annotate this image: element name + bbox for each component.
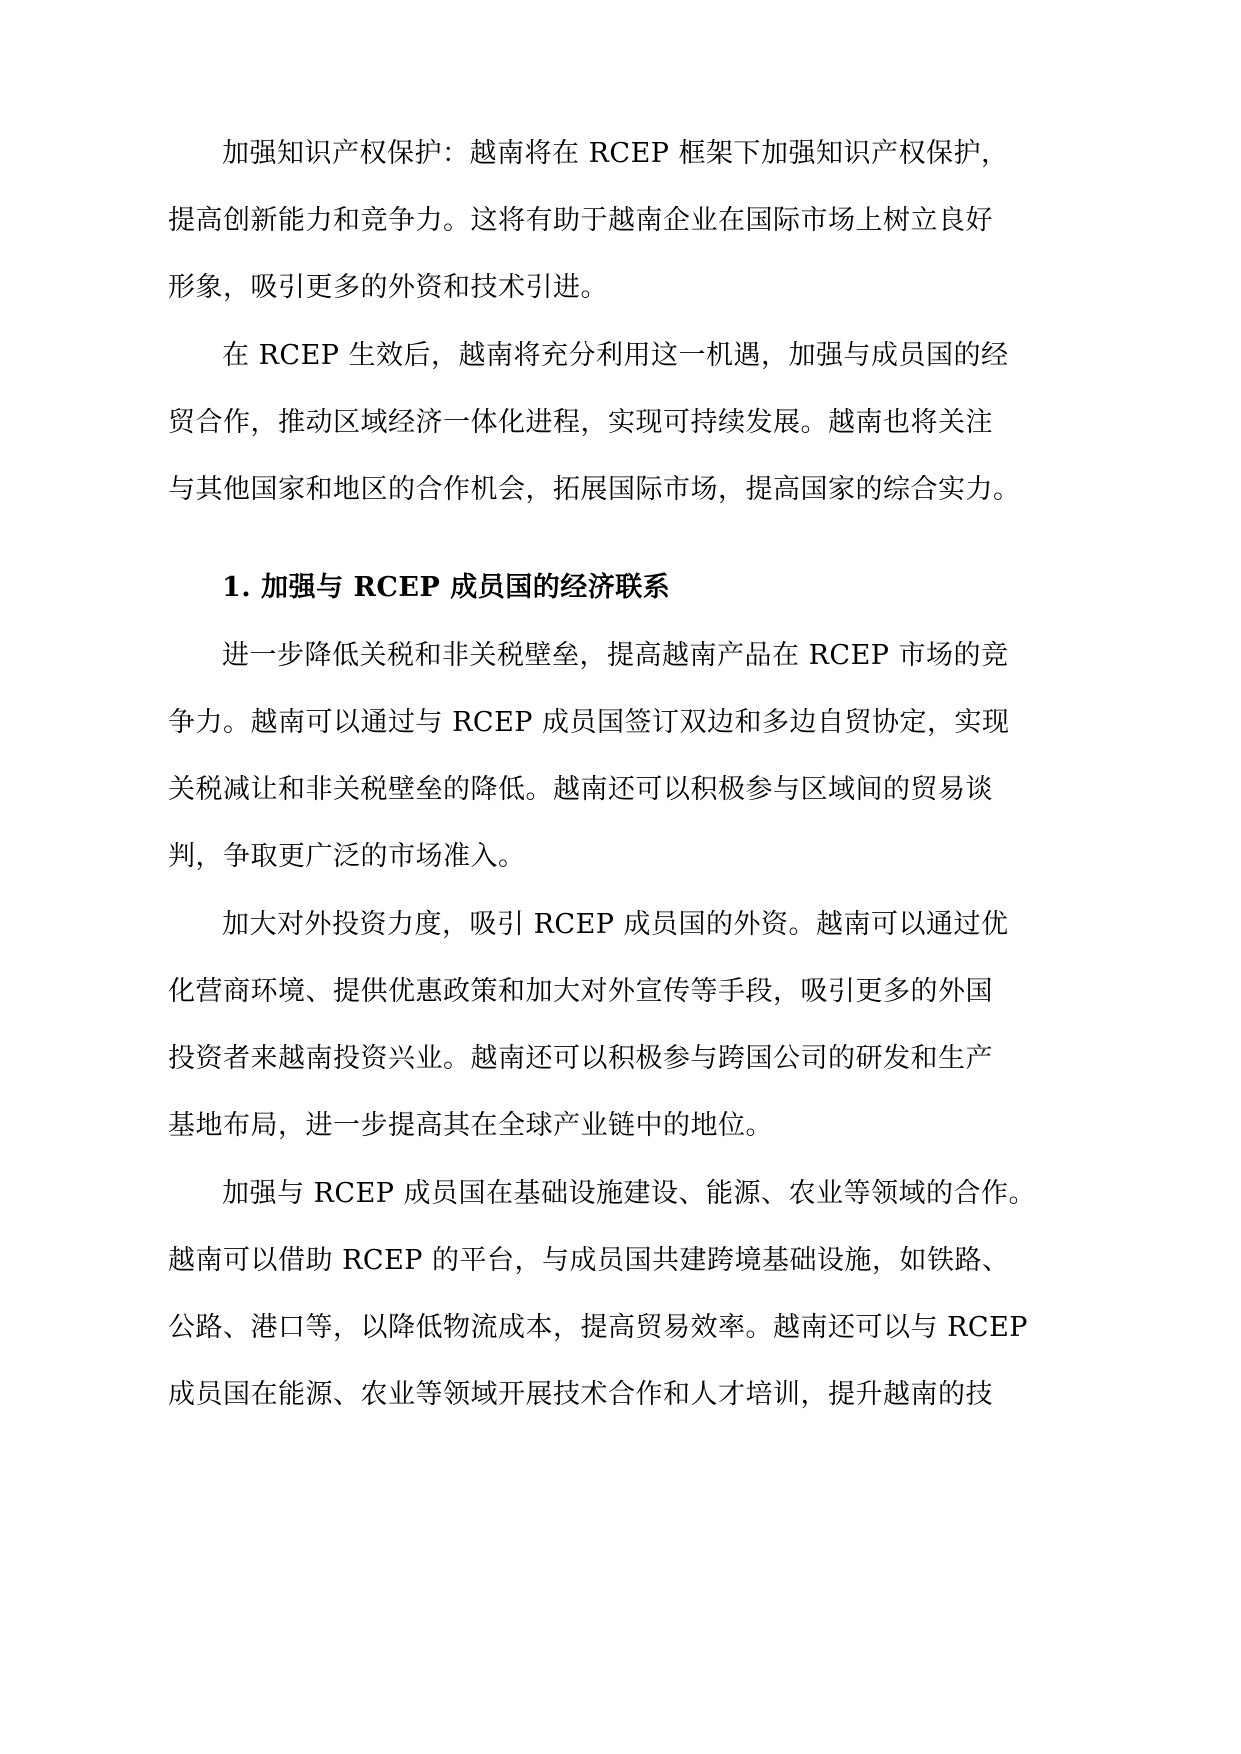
paragraph-4-line-2: 化营商环境、提供优惠政策和加大对外宣传等手段，吸引更多的外国 [168,976,993,1007]
paragraph-5-line-4: 成员国在能源、农业等领域开展技术合作和人才培训，提升越南的技 [168,1379,993,1410]
paragraph-5-line-2: 越南可以借助 RCEP 的平台，与成员国共建跨境基础设施，如铁路、 [168,1245,1010,1276]
paragraph-5-line-3: 公路、港口等，以降低物流成本，提高贸易效率。越南还可以与 RCEP [168,1312,1028,1343]
paragraph-1-line-1: 加强知识产权保护：越南将在 RCEP 框架下加强知识产权保护， [222,138,1009,169]
paragraph-3-line-2: 争力。越南可以通过与 RCEP 成员国签订双边和多边自贸协定，实现 [168,707,1010,738]
paragraph-1-line-3: 形象，吸引更多的外资和技术引进。 [168,272,608,303]
paragraph-3-line-1: 进一步降低关税和非关税壁垒，提高越南产品在 RCEP 市场的竞 [222,640,1009,671]
section-heading: 1. 加强与 RCEP 成员国的经济联系 [222,572,671,603]
paragraph-4-line-1: 加大对外投资力度，吸引 RCEP 成员国的外资。越南可以通过优 [222,909,1009,940]
paragraph-3-line-3: 关税减让和非关税壁垒的降低。越南还可以积极参与区域间的贸易谈 [168,774,993,805]
paragraph-4-line-4: 基地布局，进一步提高其在全球产业链中的地位。 [168,1110,773,1141]
paragraph-2-line-1: 在 RCEP 生效后，越南将充分利用这一机遇，加强与成员国的经 [222,340,1009,371]
paragraph-4-line-3: 投资者来越南投资兴业。越南还可以积极参与跨国公司的研发和生产 [168,1043,993,1074]
paragraph-2-line-3: 与其他国家和地区的合作机会，拓展国际市场，提高国家的综合实力。 [168,474,1021,505]
paragraph-3-line-4: 判，争取更广泛的市场准入。 [168,841,526,872]
paragraph-2-line-2: 贸合作，推动区域经济一体化进程，实现可持续发展。越南也将关注 [168,407,993,438]
paragraph-1-line-2: 提高创新能力和竞争力。这将有助于越南企业在国际市场上树立良好 [168,205,993,236]
paragraph-5-line-1: 加强与 RCEP 成员国在基础设施建设、能源、农业等领域的合作。 [222,1178,1037,1209]
